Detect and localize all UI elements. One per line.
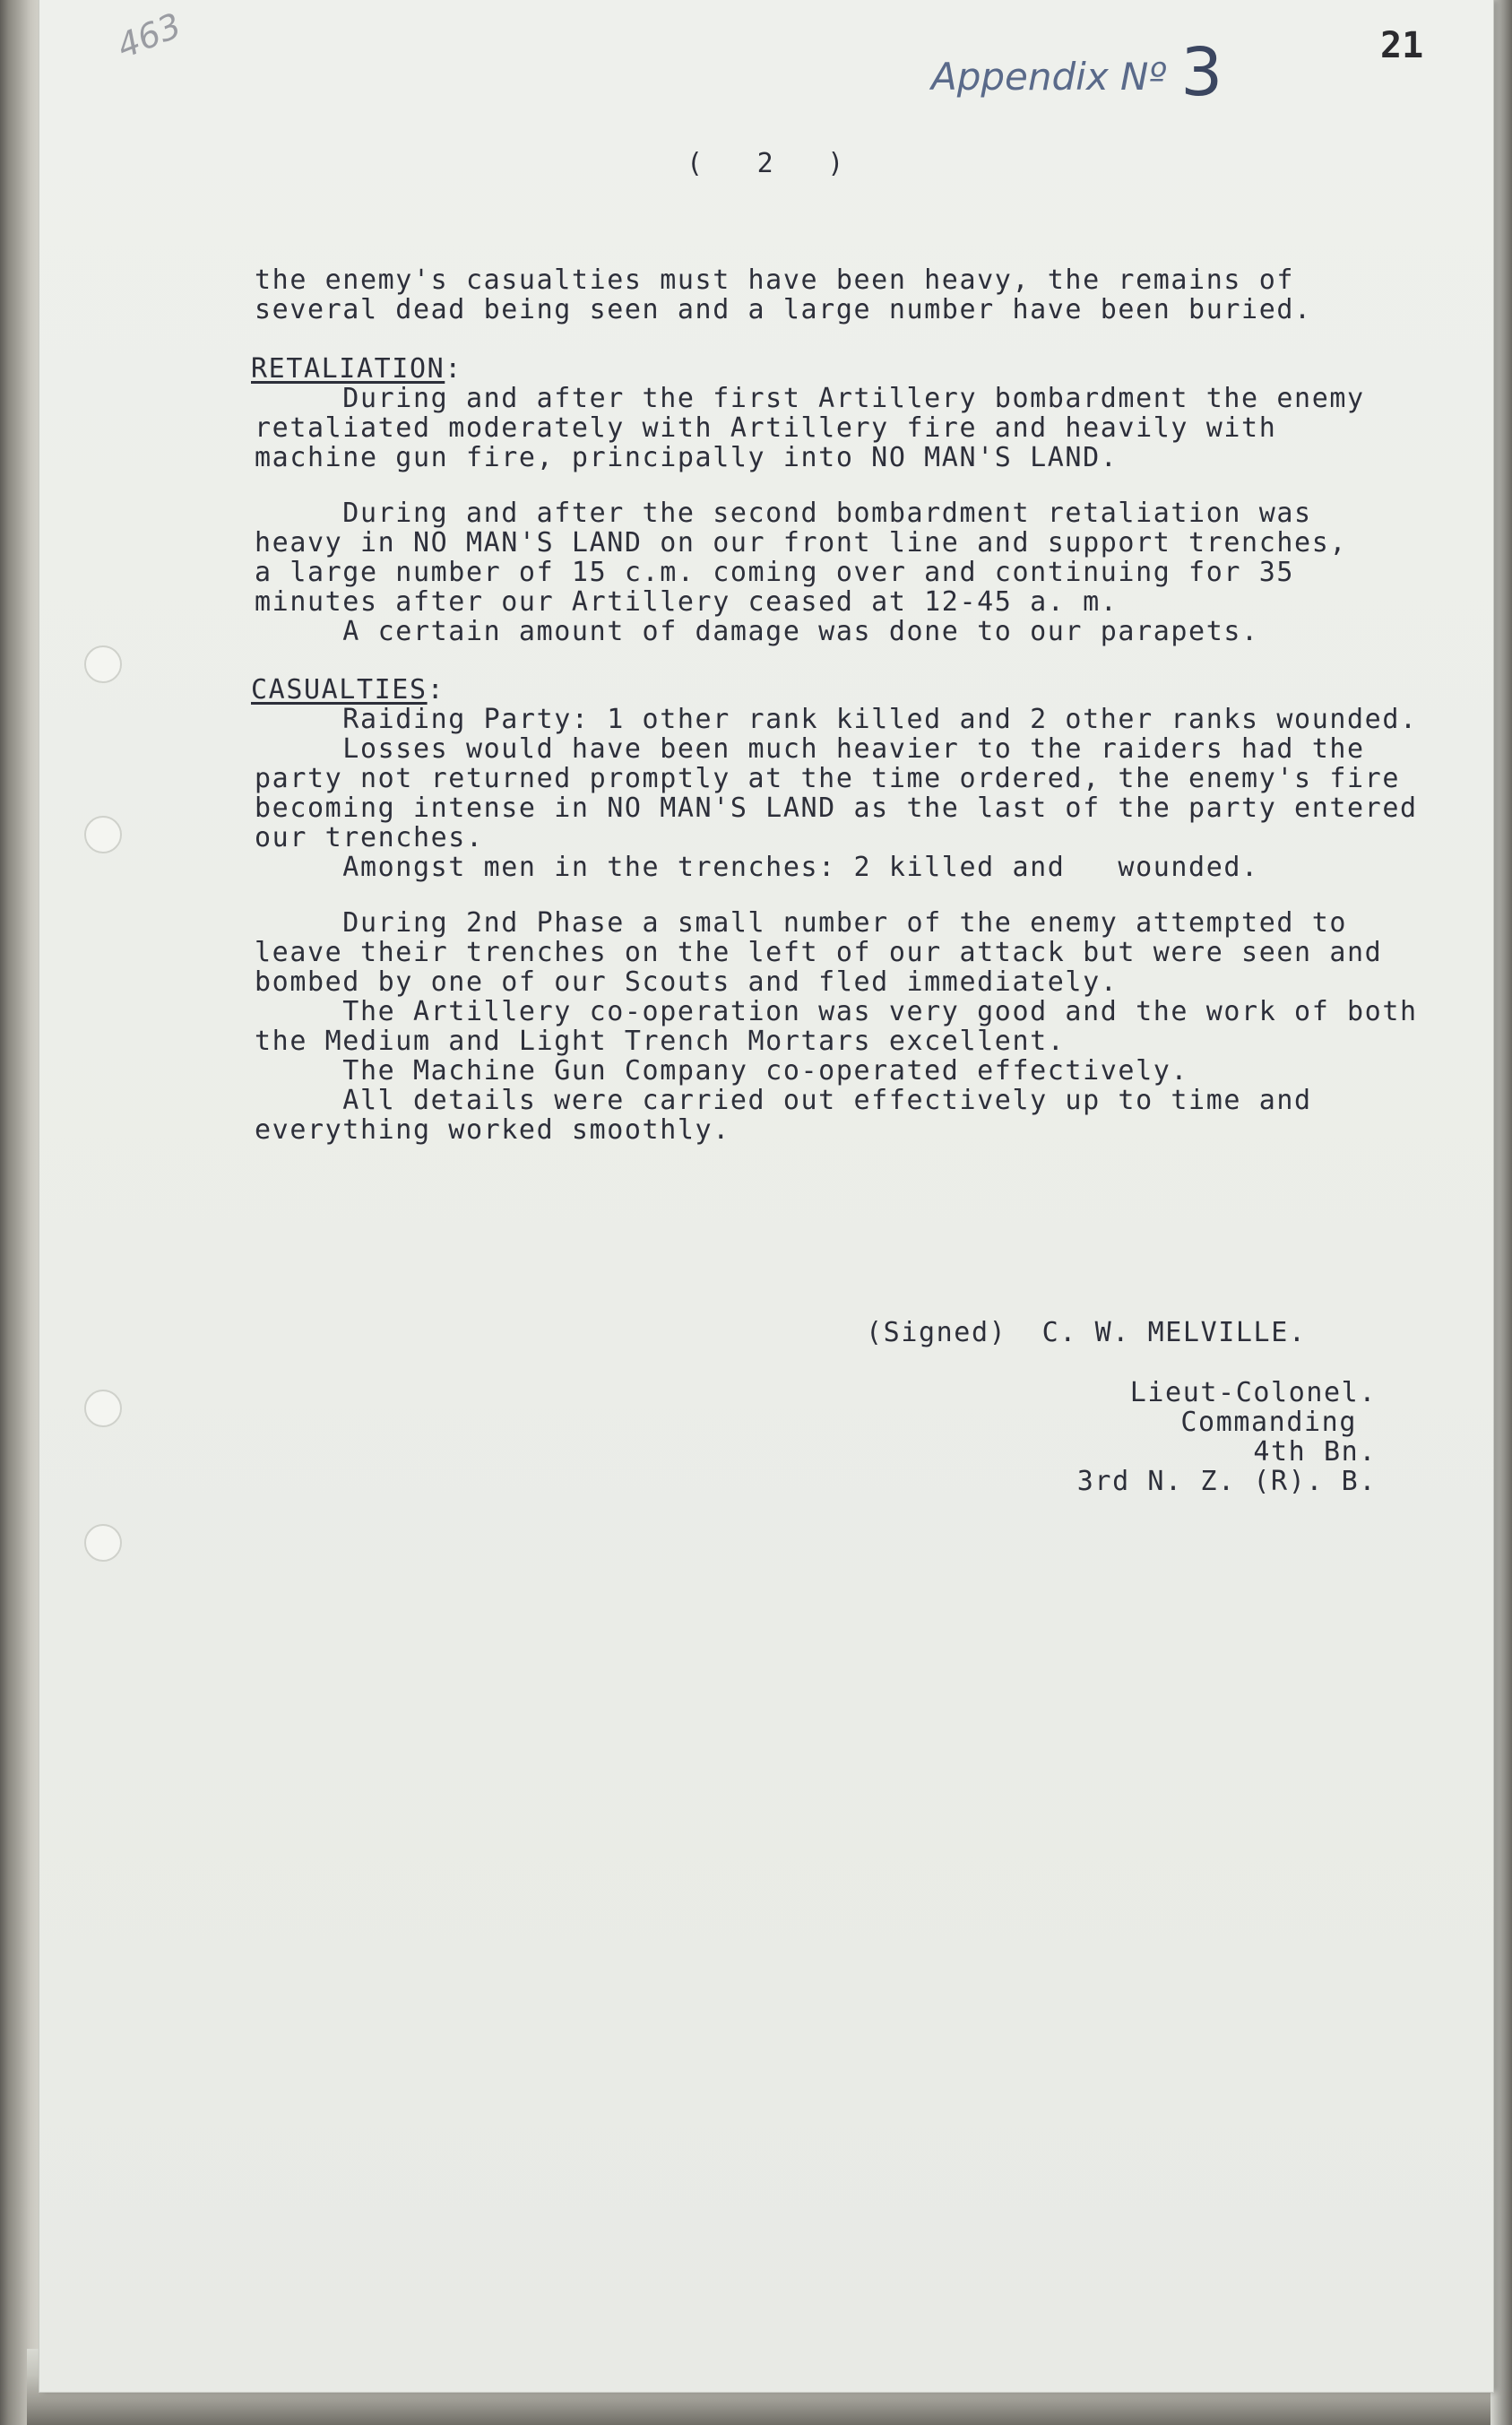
text-line: a large number of 15 c.m. coming over and continuing for 35 bbox=[255, 557, 1295, 588]
casualties-paragraph-1 bbox=[255, 705, 1418, 882]
document-page bbox=[39, 0, 1493, 2392]
text-line: The Artillery co-operation was very good and the work of both bbox=[255, 996, 1418, 1027]
text-line: leave their trenches on the left of our attack but were seen and bbox=[255, 937, 1383, 968]
text-line: our trenches. bbox=[255, 822, 484, 853]
text-line: heavy in NO MAN'S LAND on our front line and support trenches, bbox=[255, 527, 1348, 559]
text-line: During and after the first Artillery bombardment the enemy bbox=[255, 383, 1365, 414]
text-line: machine gun fire, principally into NO MAN'S LAND. bbox=[255, 442, 1119, 473]
text-line: The Machine Gun Company co-operated effectively. bbox=[255, 1055, 1189, 1087]
text-line: Raiding Party: 1 other rank killed and 2 other ranks wounded. bbox=[255, 704, 1418, 735]
appendix-annotation bbox=[931, 34, 1223, 111]
retaliation-paragraph-2 bbox=[255, 498, 1365, 646]
signature-line: (Signed) C. W. MELVILLE. bbox=[866, 1317, 1307, 1348]
text-line: retaliated moderately with Artillery fire and heavily with bbox=[255, 412, 1277, 444]
punch-hole bbox=[84, 1524, 122, 1562]
page-marker: ( 2 ) bbox=[687, 148, 845, 179]
signature-brigade: 3rd N. Z. (R). B. bbox=[1076, 1466, 1377, 1497]
text-line: bombed by one of our Scouts and fled immediately. bbox=[255, 966, 1119, 998]
signature-block bbox=[1077, 1378, 1377, 1496]
punch-hole bbox=[84, 1390, 122, 1427]
binding-shadow bbox=[1490, 0, 1512, 2425]
text-line: several dead being seen and a large number have been buried. bbox=[255, 294, 1312, 325]
section-heading-casualties bbox=[251, 675, 1418, 705]
text-line: Amongst men in the trenches: 2 killed and wounded. bbox=[255, 852, 1259, 883]
appendix-label: Appendix Nº bbox=[931, 55, 1167, 99]
appendix-number: 3 bbox=[1180, 34, 1223, 111]
heading-colon: : bbox=[427, 674, 445, 706]
retaliation-section bbox=[251, 354, 1365, 646]
punch-hole bbox=[84, 816, 122, 853]
punch-hole bbox=[84, 645, 122, 683]
signature-unit: 4th Bn. bbox=[1253, 1436, 1377, 1468]
casualties-paragraph-2 bbox=[255, 908, 1418, 1145]
text-line: party not returned promptly at the time ordered, the enemy's fire bbox=[255, 763, 1400, 794]
heading-text: RETALIATION bbox=[251, 353, 445, 385]
page-number: 21 bbox=[1380, 25, 1424, 66]
text-line: everything worked smoothly. bbox=[255, 1114, 730, 1146]
intro-paragraph bbox=[255, 265, 1312, 325]
text-line: minutes after our Artillery ceased at 12-45 a. m. bbox=[255, 586, 1119, 618]
section-heading-retaliation bbox=[251, 354, 1365, 384]
retaliation-paragraph-1 bbox=[255, 384, 1365, 472]
signature-role: Commanding bbox=[1180, 1407, 1357, 1438]
text-line: All details were carried out effectively up to time and bbox=[255, 1085, 1312, 1116]
signature-rank: Lieut-Colonel. bbox=[1129, 1377, 1377, 1408]
heading-text: CASUALTIES bbox=[251, 674, 428, 706]
heading-colon: : bbox=[445, 353, 462, 385]
text-line: A certain amount of damage was done to our parapets. bbox=[255, 616, 1259, 647]
corner-pencil-number: 463 bbox=[111, 5, 187, 66]
text-line: becoming intense in NO MAN'S LAND as the last of the party entered bbox=[255, 792, 1418, 824]
casualties-section bbox=[251, 675, 1418, 1145]
text-line: the Medium and Light Trench Mortars excellent. bbox=[255, 1026, 1066, 1057]
text-line: Losses would have been much heavier to the raiders had the bbox=[255, 733, 1365, 765]
text-line: During 2nd Phase a small number of the enemy attempted to bbox=[255, 907, 1348, 939]
text-line: the enemy's casualties must have been heavy, the remains of bbox=[255, 264, 1295, 296]
text-line: During and after the second bombardment retaliation was bbox=[255, 498, 1312, 529]
